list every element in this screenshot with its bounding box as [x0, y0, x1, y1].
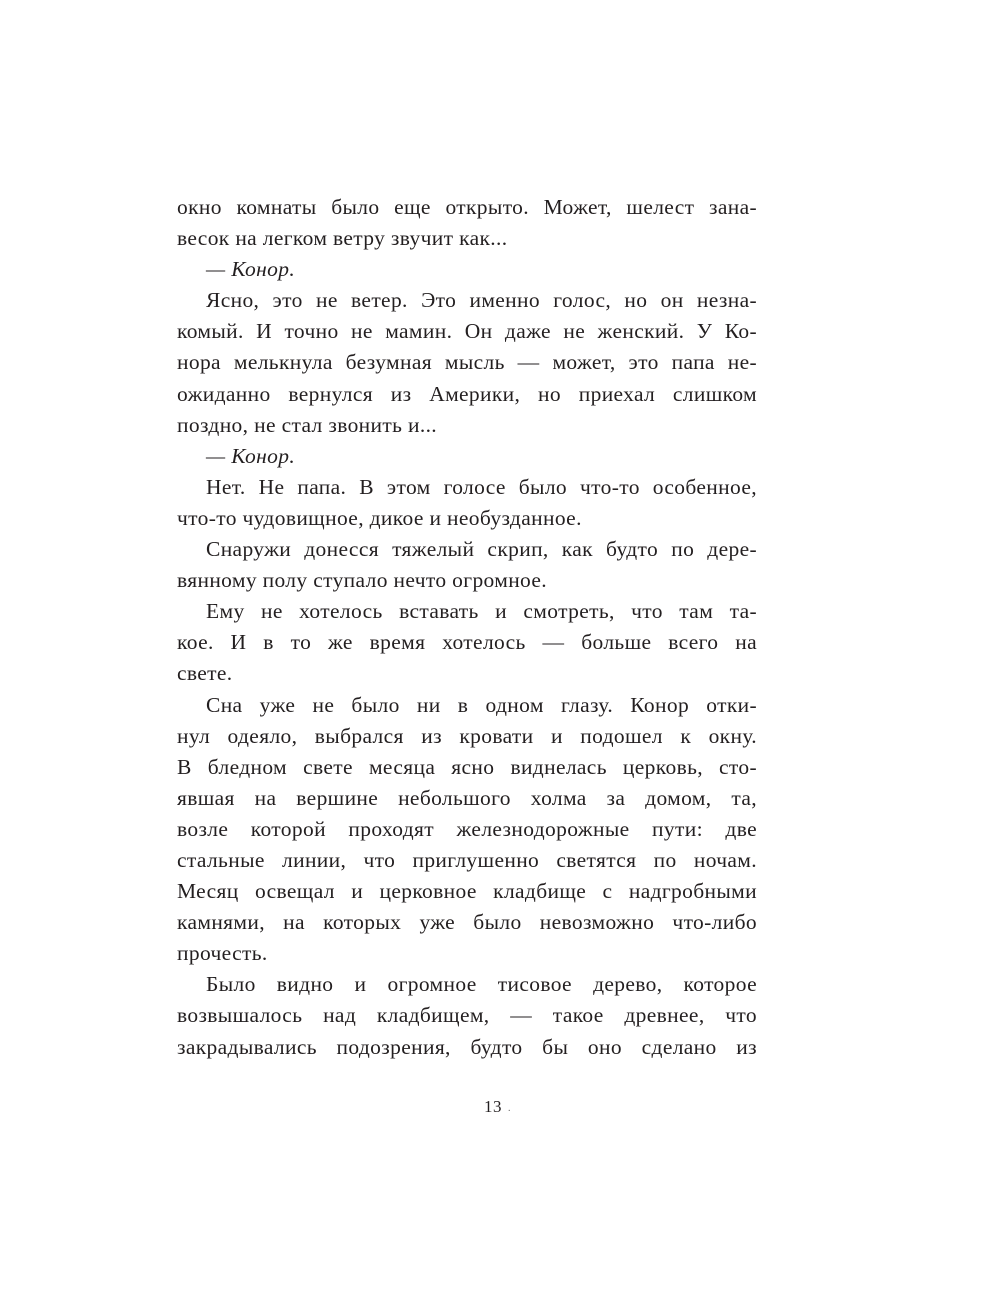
text-line: возвышалось над кладбищем, — такое древнее, что	[177, 1003, 757, 1028]
text-line: комый. И точно не мамин. Он даже не женский. У Ко-	[177, 319, 757, 344]
text-line: ожиданно вернулся из Америки, но приехал слишком	[177, 381, 757, 406]
text-line: камнями, на которых уже было невозможно что-либо	[177, 910, 757, 935]
text-line: Ему не хотелось вставать и смотреть, что там та-	[206, 599, 757, 624]
text-line: Было видно и огромное тисовое дерево, которое	[206, 972, 757, 997]
text-line: В бледном свете месяца ясно виднелась церковь, сто-	[177, 754, 757, 779]
text-line: кое. И в то же время хотелось — больше всего на	[177, 630, 757, 655]
page-number-value: 13	[484, 1097, 502, 1116]
text-line: закрадывались подозрения, будто бы оно сделано из	[177, 1034, 757, 1059]
text-line: Месяц освещал и церковное кладбище с надгробными	[177, 879, 757, 904]
text-line: что-то чудовищное, дикое и необузданное.	[177, 505, 582, 530]
text-line: нул одеяло, выбрался из кровати и подошел к окну.	[177, 723, 757, 748]
text-line: свете.	[177, 661, 233, 686]
page-number-mark: .	[508, 1102, 511, 1114]
text-line: Нет. Не папа. В этом голосе было что-то особенное,	[206, 474, 757, 499]
text-line: возле которой проходят железнодорожные пути: две	[177, 816, 757, 841]
text-line: Ясно, это не ветер. Это именно голос, но он незна-	[206, 288, 757, 313]
text-line: окно комнаты было еще открыто. Может, шелест зана-	[177, 195, 757, 219]
body-text	[177, 192, 757, 1063]
text-line: — Конор.	[206, 443, 296, 468]
text-line: — Конор.	[206, 257, 296, 282]
text-line: вянному полу ступало нечто огромное.	[177, 568, 548, 593]
text-line: нора мелькнула безумная мысль — может, это папа не-	[177, 350, 757, 375]
text-line: явшая на вершине небольшого холма за домом, та,	[177, 785, 757, 810]
page-number	[0, 1097, 987, 1117]
text-line: Сна уже не было ни в одном глазу. Конор отки-	[206, 692, 757, 717]
text-line: поздно, не стал звонить и...	[177, 412, 438, 437]
text-line: весок на легком ветру звучит как...	[177, 226, 508, 251]
text-line: стальные линии, что приглушенно светятся по ночам.	[177, 847, 757, 872]
text-line: прочесть.	[177, 941, 268, 966]
text-line: Снаружи донесся тяжелый скрип, как будто по дере-	[206, 537, 757, 562]
